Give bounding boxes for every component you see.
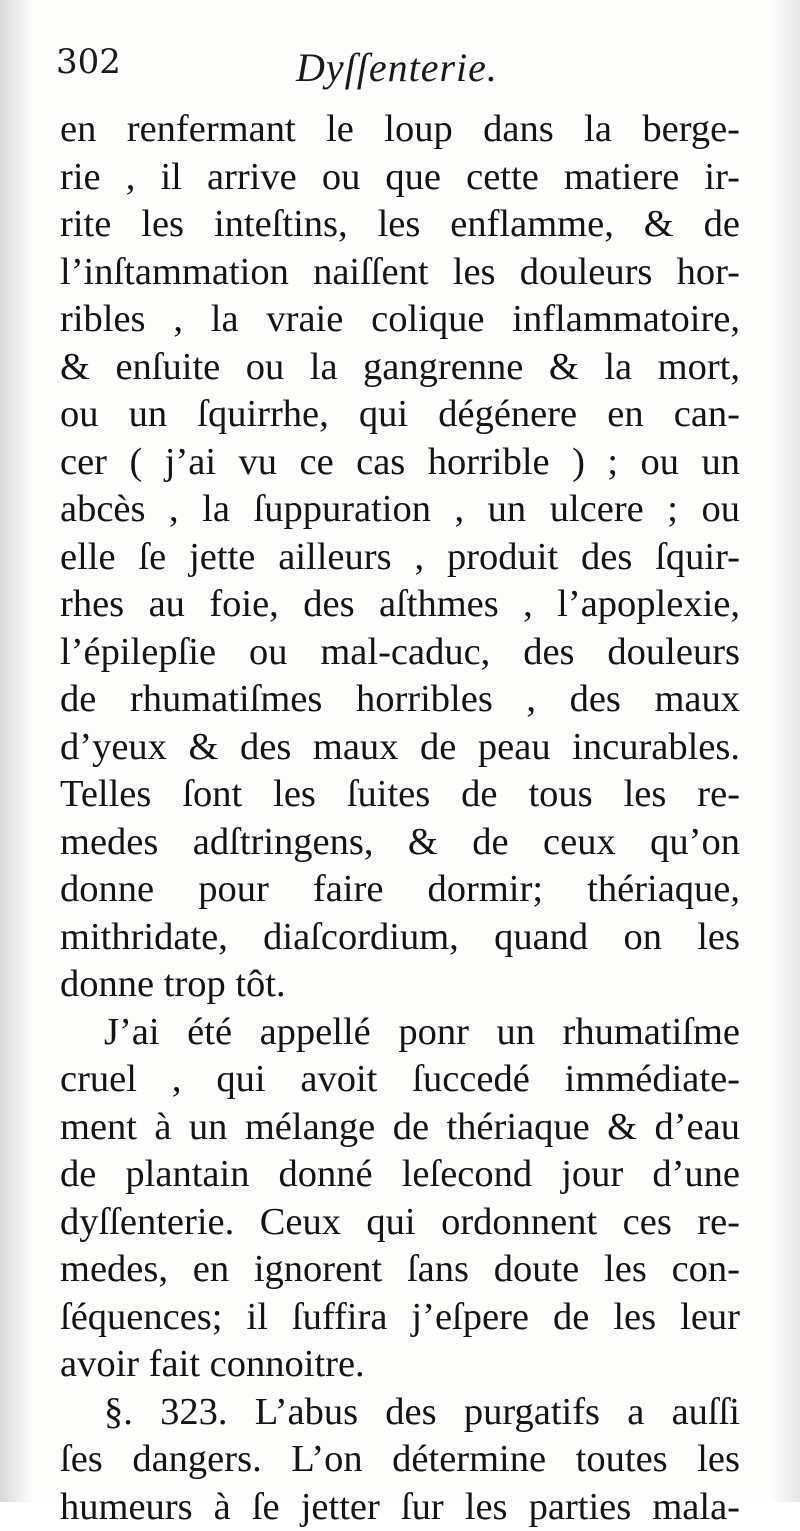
text-line: ſéquences; il ſuffira j’eſpere de les leur	[60, 1294, 740, 1342]
text-line: donne trop tôt.	[60, 961, 740, 1009]
text-line: ribles , la vraie colique inflammatoire,	[60, 296, 740, 344]
body-text	[60, 106, 740, 1531]
text-line: avoir fait connoitre.	[60, 1341, 740, 1389]
text-line: cruel , qui avoit ſuccedé immédiate-	[60, 1056, 740, 1104]
page-number: 302	[56, 42, 121, 82]
text-line: rhes au foie, des aſthmes , l’apoplexie,	[60, 581, 740, 629]
page-header	[56, 42, 746, 102]
text-line: de rhumatiſmes horribles , des maux	[60, 676, 740, 724]
text-line: rite les inteſtins, les enflamme, & de	[60, 201, 740, 249]
text-line: humeurs à ſe jetter ſur les parties mala-	[60, 1484, 740, 1531]
text-line: mithridate, diaſcordium, quand on les	[60, 914, 740, 962]
text-line: elle ſe jette ailleurs , produit des ſquir-	[60, 534, 740, 582]
text-line: medes adſtringens, & de ceux qu’on	[60, 819, 740, 867]
text-line: J’ai été appellé ponr un rhumatiſme	[60, 1009, 740, 1057]
text-line: §. 323. L’abus des purgatifs a auſſi	[60, 1389, 740, 1437]
text-line: donne pour faire dormir; thériaque,	[60, 866, 740, 914]
text-line: ou un ſquirrhe, qui dégénere en can-	[60, 391, 740, 439]
text-line: rie , il arrive ou que cette matiere ir-	[60, 154, 740, 202]
text-line: ment à un mélange de thériaque & d’eau	[60, 1104, 740, 1152]
text-line: en renfermant le loup dans la berge-	[60, 106, 740, 154]
text-line: cer ( j’ai vu ce cas horrible ) ; ou un	[60, 439, 740, 487]
text-line: l’inſtammation naiſſent les douleurs hor-	[60, 249, 740, 297]
text-line: medes, en ignorent ſans doute les con-	[60, 1246, 740, 1294]
text-line: d’yeux & des maux de peau incurables.	[60, 724, 740, 772]
text-line: abcès , la ſuppuration , un ulcere ; ou	[60, 486, 740, 534]
text-line: ſes dangers. L’on détermine toutes les	[60, 1436, 740, 1484]
text-line: de plantain donné leſecond jour d’une	[60, 1151, 740, 1199]
running-head: Dyſſenterie.	[296, 44, 498, 91]
text-line: dyſſenterie. Ceux qui ordonnent ces re-	[60, 1199, 740, 1247]
text-line: l’épilepſie ou mal-caduc, des douleurs	[60, 629, 740, 677]
text-line: Telles ſont les ſuites de tous les re-	[60, 771, 740, 819]
text-line: & enſuite ou la gangrenne & la mort,	[60, 344, 740, 392]
